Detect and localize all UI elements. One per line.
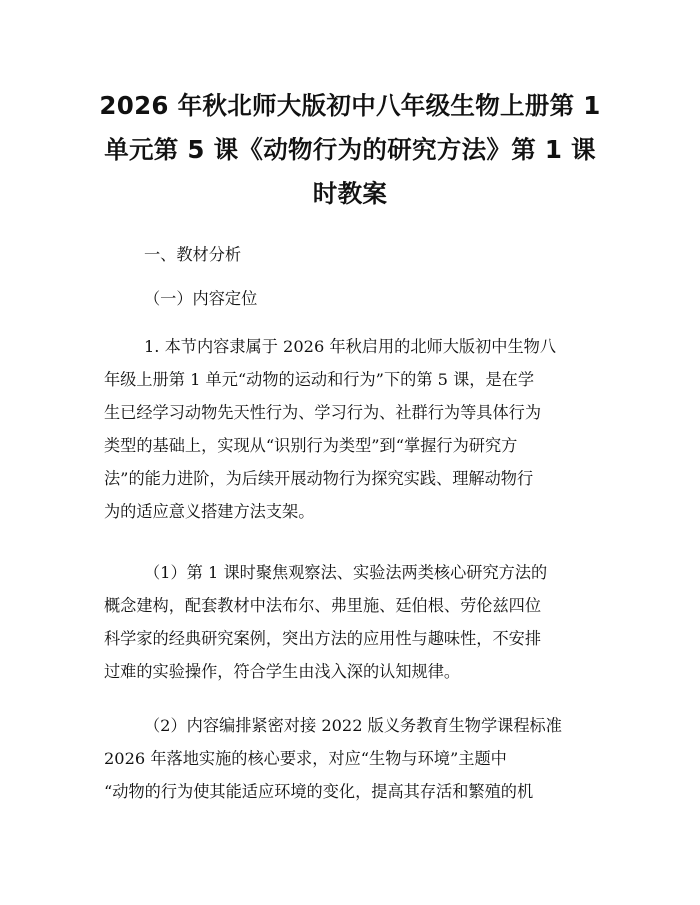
paragraph-1-line: 为的适应意义搭建方法支架。	[104, 502, 315, 521]
paragraph-1-line: 生已经学习动物先天性行为、学习行为、社群行为等具体行为	[104, 403, 542, 422]
section-heading-textbook-analysis: 一、教材分析	[144, 245, 242, 264]
paragraph-2	[104, 563, 598, 695]
paragraph-1-line: 1. 本节内容隶属于 2026 年秋启用的北师大版初中生物八	[144, 337, 557, 356]
paragraph-1-line: 类型的基础上，实现从“识别行为类型”到“掌握行为研究方	[104, 436, 518, 455]
paragraph-1-line: 法”的能力进阶，为后续开展动物行为探究实践、理解动物行	[104, 469, 534, 488]
paragraph-2-line: 科学家的经典研究案例，突出方法的应用性与趣味性，不安排	[104, 629, 542, 648]
paragraph-3-line: （2）内容编排紧密对接 2022 版义务教育生物学课程标准	[144, 716, 562, 735]
paragraph-3	[104, 716, 598, 815]
paragraph-2-line: 概念建构，配套教材中法布尔、弗里施、廷伯根、劳伦兹四位	[104, 596, 542, 615]
subsection-heading-content-positioning: （一）内容定位	[144, 289, 258, 308]
paragraph-3-line: “动物的行为使其能适应环境的变化，提高其存活和繁殖的机	[104, 782, 534, 801]
title-line-3: 时教案	[312, 179, 388, 208]
title-line-2: 单元第 5 课《动物行为的研究方法》第 1 课	[104, 135, 596, 164]
paragraph-2-line: 过难的实验操作，符合学生由浅入深的认知规律。	[104, 662, 461, 681]
paragraph-1	[104, 337, 598, 535]
paragraph-2-line: （1）第 1 课时聚焦观察法、实验法两类核心研究方法的	[144, 563, 548, 582]
title-line-1: 2026 年秋北师大版初中八年级生物上册第 1	[99, 91, 601, 120]
document-title	[92, 84, 608, 216]
paragraph-3-line: 2026 年落地实施的核心要求，对应“生物与环境”主题中	[104, 749, 507, 768]
paragraph-1-line: 年级上册第 1 单元“动物的运动和行为”下的第 5 课，是在学	[104, 370, 535, 389]
